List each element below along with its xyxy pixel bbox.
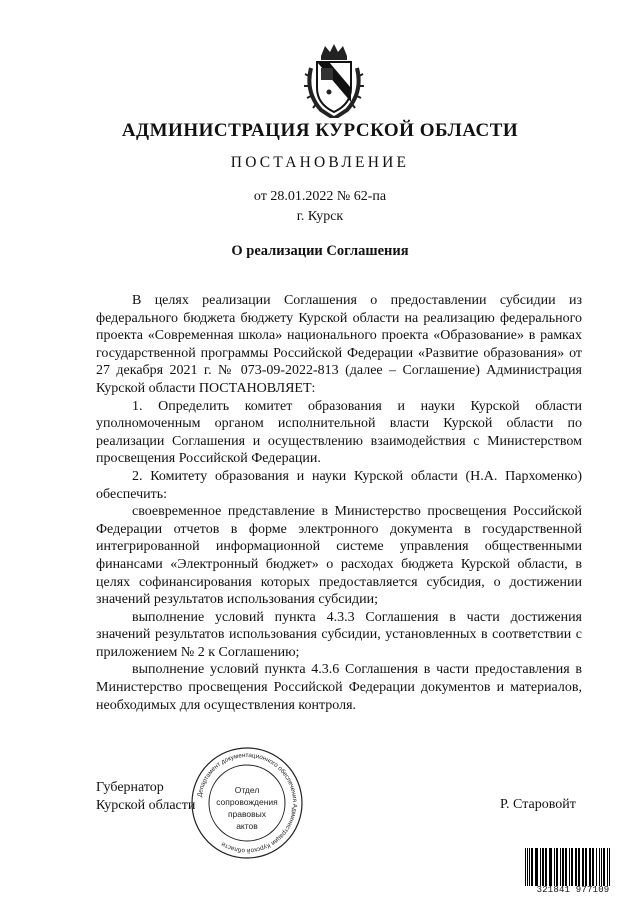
stamp-line-1: Отдел (234, 785, 260, 795)
signatory-title (96, 779, 195, 815)
paragraph-item-1: 1. Определить комитет образования и науки Курской области уполномоченным органом исполнительной власти Курской области по реализации Соглашения и осуществлению взаимодействия с Министерством просвещения Российской Федерации. (96, 398, 582, 467)
barcode-number: 321841 977109 (536, 885, 610, 895)
stamp-line-3: правовых (227, 809, 267, 819)
coat-of-arms-icon (303, 42, 365, 118)
stamp-line-4: актов (236, 821, 258, 831)
document-city: г. Курск (296, 209, 344, 224)
paragraph-subitem-436: выполнение условий пункта 4.3.6 Соглашения в части предоставления в Министерство просвещения Российской Федерации документов и материалов, необходимых для осуществления контроля. (96, 662, 582, 713)
paragraph-item-2: 2. Комитету образования и науки Курской области (Н.А. Пархоменко) обеспечить: (96, 468, 582, 502)
signatory-name: Р. Старовойт (500, 797, 576, 812)
stamp-ring-text: Департамент документационного обеспечения Администрации Курской области (196, 751, 299, 855)
barcode-icon (524, 848, 622, 886)
paragraph-subitem-reports: своевременное представление в Министерство просвещения Российской Федерации отчетов в форме электронного документа в государственной интегрированной информационной системе управления общественными финансами «Электронный бюджет» о расходах бюджета Курской области, в целях софинансирования которых предоставляется субсидия, о достижении значений результатов использования субсидии; (96, 504, 582, 608)
document-barcode (524, 848, 622, 896)
signatory-title-line2: Курской области (96, 798, 196, 813)
stamp-line-2: сопровождения (216, 797, 278, 807)
signatory-title-line1: Губернатор (96, 780, 164, 795)
document-type: ПОСТАНОВЛЕНИЕ (230, 154, 410, 171)
paragraph-preamble: В целях реализации Соглашения о предоставлении субсидии из федерального бюджета бюджету Курской области на реализацию федерального проекта «Современная школа» национального проекта «Образование» в рамках государственной программы Российской Федерации «Развитие образования» от 27 декабря 2021 г. № 073-09-2022-813 (далее – Соглашение) Администрация Курской области ПОСТАНОВЛЯЕТ: (96, 293, 582, 396)
organization-title: АДМИНИСТРАЦИЯ КУРСКОЙ ОБЛАСТИ (121, 120, 519, 141)
paragraph-subitem-433: выполнение условий пункта 4.3.3 Соглашения в части достижения значений результатов использования субсидии, установленных в соответствии с приложением № 2 к Соглашению; (96, 609, 582, 660)
approval-stamp (190, 746, 304, 860)
document-subject: О реализации Соглашения (231, 243, 409, 259)
document-date-number: от 28.01.2022 № 62-па (253, 189, 387, 204)
document-body (96, 292, 582, 714)
